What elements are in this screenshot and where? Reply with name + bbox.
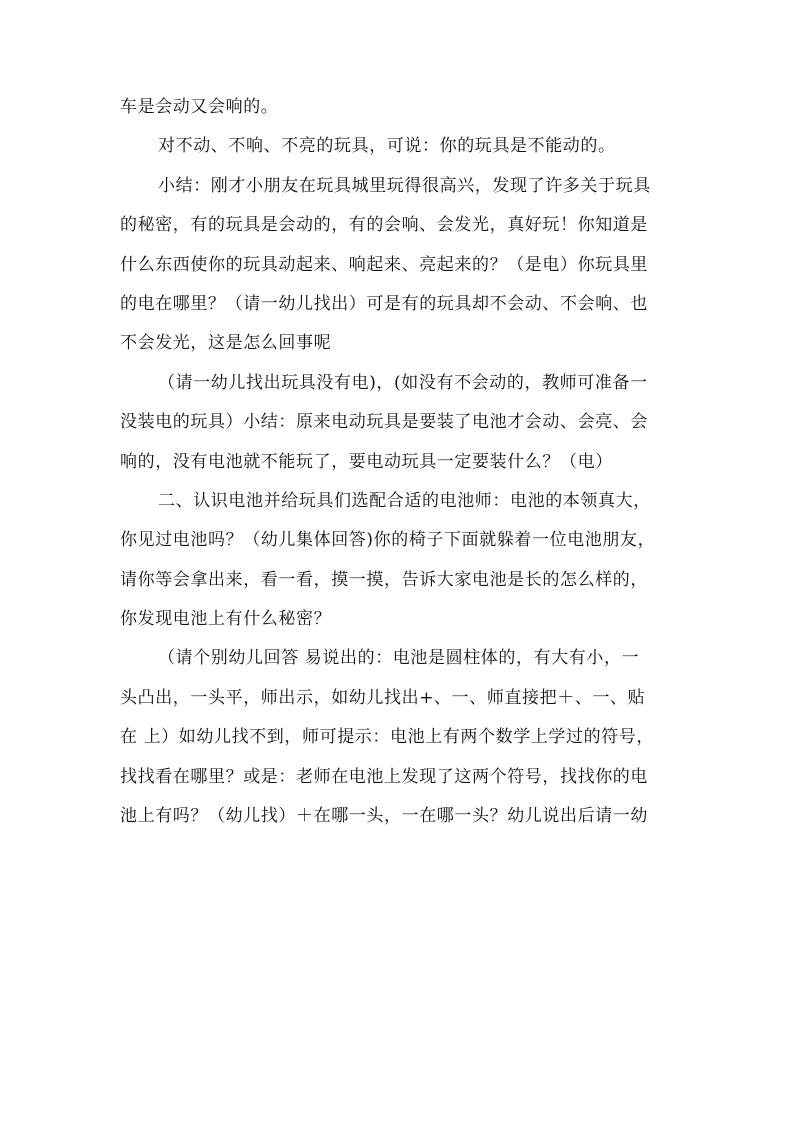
text-line: 什么东西使你的玩具动起来、响起来、亮起来的？（是电）你玩具里 bbox=[120, 254, 648, 275]
text-line: 找找看在哪里？或是：老师在电池上发现了这两个符号，找找你的电 bbox=[120, 766, 648, 787]
text-line: 头凸出，一头平，师出示，如幼儿找出+、一、师直接把＋、一、贴 bbox=[120, 687, 646, 708]
text-line: （请个别幼儿回答 易说出的：电池是圆柱体的，有大有小，一 bbox=[158, 648, 640, 669]
text-line: （请一幼儿找出玩具没有电)，(如没有不会动的，教师可准备一 bbox=[158, 372, 648, 393]
text-line: 小结：刚才小朋友在玩具城里玩得很高兴，发现了许多关于玩具 bbox=[158, 175, 651, 196]
text-line: 的电在哪里？（请一幼儿找出）可是有的玩具却不会动、不会响、也 bbox=[120, 293, 648, 314]
text-line: 请你等会拿出来，看一看，摸一摸，告诉大家电池是长的怎么样的， bbox=[120, 569, 648, 590]
text-line: 的秘密，有的玩具是会动的，有的会响、会发光，真好玩！你知道是 bbox=[120, 215, 648, 236]
text-line: 对不动、不响、不亮的玩具，可说：你的玩具是不能动的。 bbox=[158, 136, 616, 157]
text-line: 你发现电池上有什么秘密？ bbox=[120, 609, 332, 630]
text-line: 在 上）如幼儿找不到，师可提示：电池上有两个数学上学过的符号， bbox=[120, 727, 655, 748]
text-line: 二、认识电池并给玩具们选配合适的电池师：电池的本领真大， bbox=[158, 490, 651, 511]
document-body bbox=[120, 88, 680, 836]
text-line: 你见过电池吗？（幼儿集体回答)你的椅子下面就躲着一位电池朋友， bbox=[120, 530, 656, 551]
text-line: 不会发光，这是怎么回事呢 bbox=[120, 333, 332, 354]
text-line: 没装电的玩具）小结：原来电动玩具是要装了电池才会动、会亮、会 bbox=[120, 412, 648, 433]
text-line: 响的，没有电池就不能玩了，要电动玩具一定要装什么？（电） bbox=[120, 451, 613, 472]
text-line: 车是会动又会响的。 bbox=[120, 97, 279, 117]
text-line: 池上有吗？（幼儿找）＋在哪一头，一在哪一头？幼儿说出后请一幼 bbox=[120, 806, 648, 827]
